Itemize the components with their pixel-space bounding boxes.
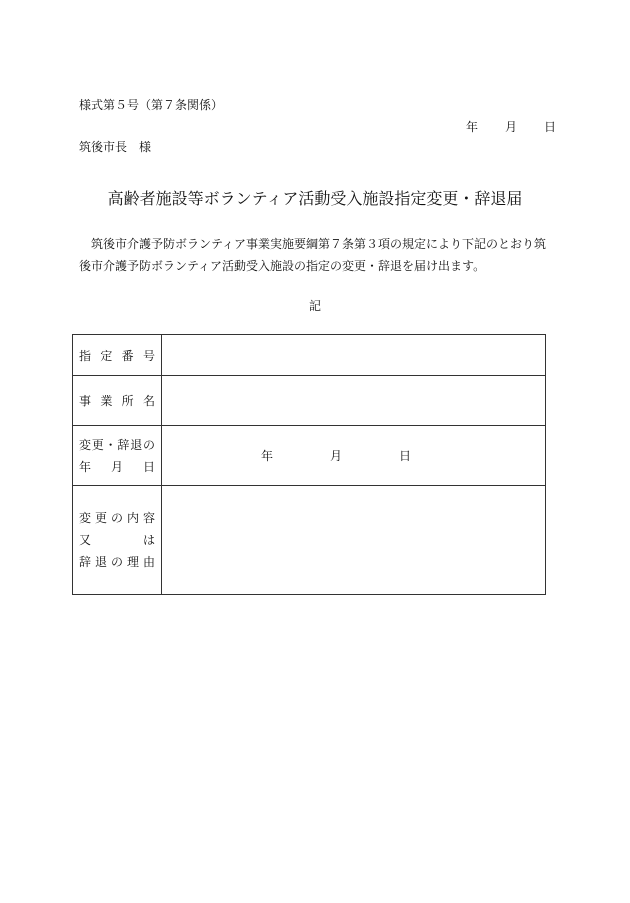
label-line [79, 551, 155, 573]
label-char: の [110, 511, 123, 525]
document-title: 高齢者施設等ボランティア活動受入施設指定変更・辞退届 [107, 189, 523, 208]
label-line [79, 456, 155, 478]
label-char: 更 [94, 511, 107, 525]
addressee: 筑後市長 様 [79, 140, 152, 154]
label-change-date [73, 426, 162, 486]
date-day-label: 日 [543, 120, 556, 134]
label-char: の [110, 555, 123, 569]
label-char: 又 [79, 533, 92, 547]
value-change-date[interactable] [162, 426, 546, 486]
table-row-change-date [73, 426, 546, 486]
label-char: の [142, 437, 155, 452]
table-row-change-details [73, 486, 546, 595]
label-char: 内 [126, 511, 139, 525]
label-change-details [73, 486, 162, 595]
value-office-name[interactable] [162, 376, 546, 426]
label-office-name [73, 376, 162, 426]
label-char: ・ [104, 437, 117, 452]
label-char: 業 [100, 394, 113, 408]
table-row-office-name [73, 376, 546, 426]
label-char: 事 [79, 394, 92, 408]
label-line [79, 529, 155, 551]
label-char: 退 [94, 555, 107, 569]
date-fields [261, 447, 411, 464]
form-number: 様式第５号（第７条関係） [79, 98, 224, 112]
label-line [79, 347, 155, 364]
label-designation-number [73, 335, 162, 376]
label-char: 変 [79, 437, 92, 452]
label-char: 由 [142, 555, 155, 569]
label-char: 指 [79, 348, 92, 363]
form-table [72, 334, 546, 595]
label-line [79, 507, 155, 529]
label-char: 辞 [117, 437, 130, 452]
label-char: 日 [142, 459, 155, 474]
label-char: 辞 [79, 555, 92, 569]
label-char: 番 [121, 348, 134, 363]
label-char: 定 [100, 348, 113, 363]
label-char: 名 [142, 394, 155, 408]
value-designation-number[interactable] [162, 335, 546, 376]
month-label: 月 [329, 449, 342, 463]
label-char: 理 [126, 555, 139, 569]
label-char: 変 [79, 511, 92, 525]
label-char: 号 [142, 348, 155, 363]
label-line [79, 392, 155, 409]
label-char: は [142, 533, 155, 547]
label-char: 月 [110, 459, 123, 474]
date-month-label: 月 [504, 120, 517, 134]
label-char: 年 [79, 459, 92, 474]
date-year-label: 年 [466, 120, 479, 134]
label-char: 退 [130, 437, 143, 452]
value-change-details[interactable] [162, 486, 546, 595]
label-char: 更 [91, 437, 104, 452]
label-char: 所 [121, 394, 134, 408]
year-label: 年 [261, 449, 274, 463]
submission-date [466, 118, 556, 135]
body-paragraph: 筑後市介護予防ボランティア事業実施要綱第７条第３項の規定により下記のとおり筑後市介護予防ボランティア活動受入施設の指定の変更・辞退を届け出ます。 [79, 237, 547, 273]
day-label: 日 [398, 449, 411, 463]
table-row-designation-number [73, 335, 546, 376]
label-char: 容 [142, 511, 155, 525]
label-line [79, 434, 155, 456]
ki-heading: 記 [308, 299, 321, 313]
